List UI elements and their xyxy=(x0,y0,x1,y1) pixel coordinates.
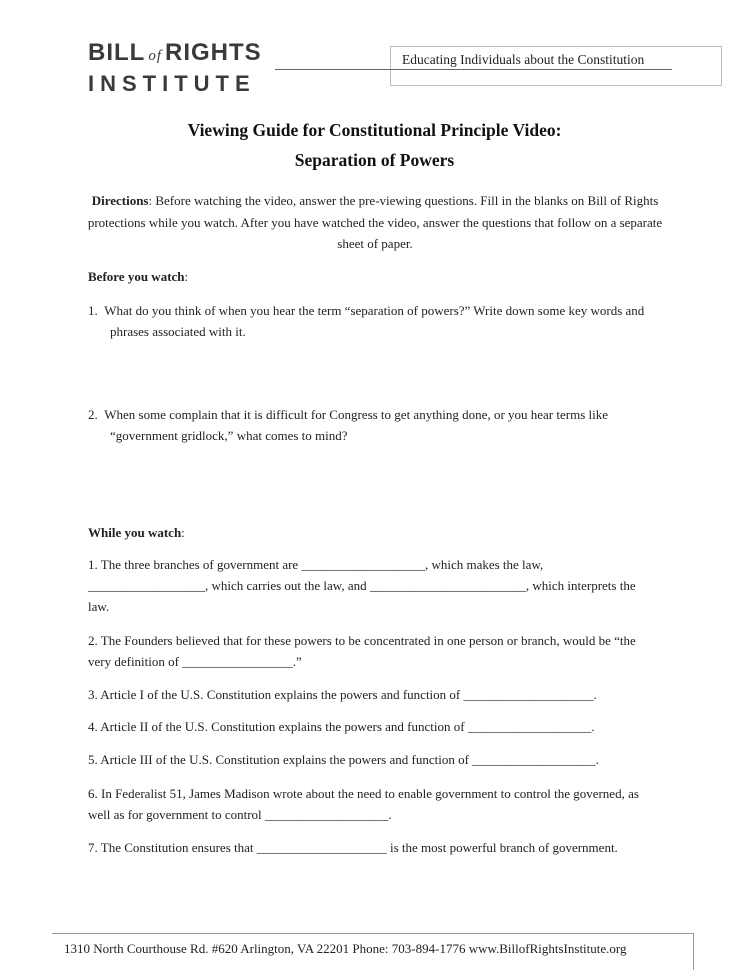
footer-tick xyxy=(693,933,694,970)
footer-address: 1310 North Courthouse Rd. #620 Arlington, VA 22201 Phone: 703-894-1776 www.BillofRightsInstitute.org xyxy=(64,941,627,956)
before-heading xyxy=(88,266,648,287)
logo-word-rights: RIGHTS xyxy=(165,39,262,66)
before-question-2: 2. When some complain that it is difficult for Congress to get anything done, or you hear terms like “government gridlock,” what comes to mind? xyxy=(88,407,609,443)
during-heading-colon: : xyxy=(181,525,185,540)
before-question-1: 1. What do you think of when you hear the term “separation of powers?” Write down some key words and phrases associated with it. xyxy=(88,303,645,339)
during-question-5: 5. Article III of the U.S. Constitution explains the powers and function of ___________________. xyxy=(88,752,599,767)
directions-paragraph xyxy=(80,190,670,255)
directions-text: : Before watching the video, answer the pre-viewing questions. Fill in the blanks on Bill of Rights protections while you watch. After you have watched the video, answer the questions that follow on a separate sheet of paper. xyxy=(87,193,663,251)
during-heading xyxy=(88,522,648,543)
during-question-6: 6. In Federalist 51, James Madison wrote about the need to enable government to control the governed, as well as for government to control ___________________. xyxy=(88,786,639,822)
during-question-3: 3. Article I of the U.S. Constitution explains the powers and function of ____________________. xyxy=(88,687,597,702)
tagline-rule xyxy=(275,69,672,70)
during-question-4: 4. Article II of the U.S. Constitution explains the powers and function of ___________________. xyxy=(88,719,595,734)
directions-label: Directions xyxy=(91,193,149,208)
logo-word-of: of xyxy=(148,48,162,64)
logo-word-bill: BILL xyxy=(88,39,146,66)
tagline: Educating Individuals about the Constitution xyxy=(402,52,645,67)
during-question-1: 1. The three branches of government are ___________________, which makes the law, __________________, which carries out the law, and ________________________, which interprets the law. xyxy=(88,557,636,614)
footer-rule xyxy=(52,933,694,934)
before-heading-text: Before you watch xyxy=(88,269,185,284)
during-question-7: 7. The Constitution ensures that ____________________ is the most powerful branch of government. xyxy=(88,840,618,855)
during-question-2: 2. The Founders believed that for these powers to be concentrated in one person or branch, would be “the very definition of _________________.” xyxy=(88,633,636,669)
page-title-line-1: Viewing Guide for Constitutional Principle Video: xyxy=(187,120,562,140)
during-heading-text: While you watch xyxy=(88,525,182,540)
before-heading-colon: : xyxy=(184,269,189,284)
page-title-line-2: Separation of Powers xyxy=(294,150,455,170)
logo-line-1 xyxy=(88,40,262,69)
logo-line-2: INSTITUTE xyxy=(88,71,256,96)
bill-of-rights-institute-logo xyxy=(88,40,262,97)
